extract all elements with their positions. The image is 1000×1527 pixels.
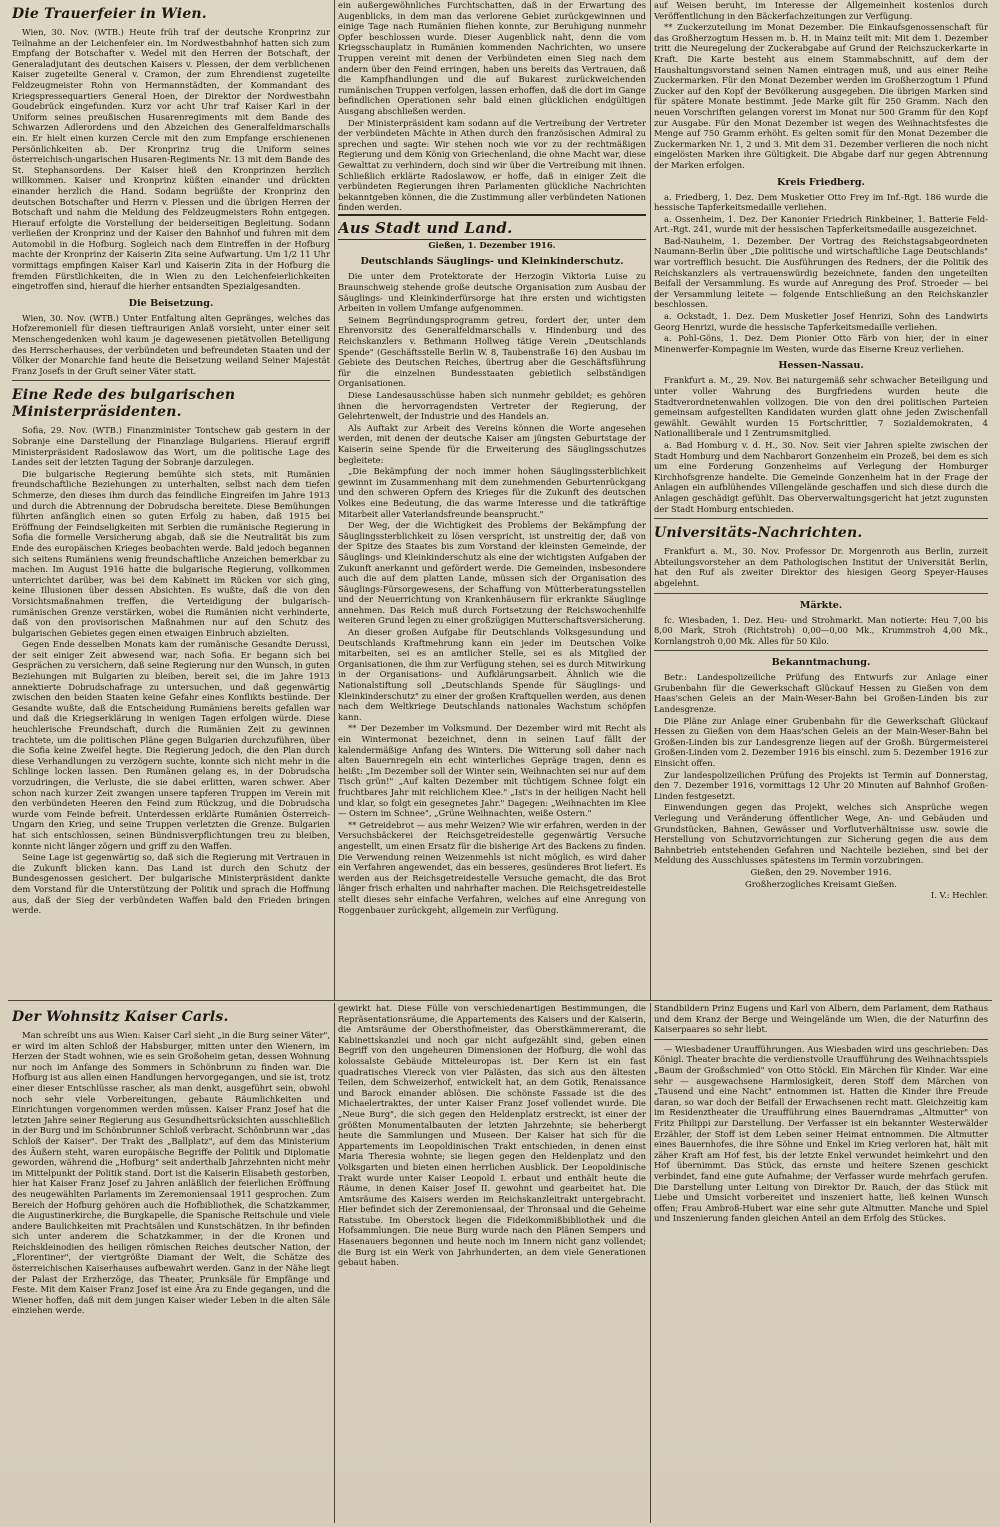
article-paragraph: Einwendungen gegen das Projekt, welches sich Ansprüche wegen Verlegung und Veränderung öffentlicher Wege, An- und Gebäuden und Grundstücken, Bahnen, Gewässer und Vorflutverhältnisse usw. sowie die Herstellung von Schutzvorrichtungen zur Sicherung gegen die aus dem Bahnbetrieb entstehenden Gefahren und Nachteile beziehen, sind bei der Meldung des Ausschlusses spätestens im Termin vorzubringen. bbox=[654, 802, 988, 866]
article-paragraph: An dieser großen Aufgabe für Deutschlands Volksgesundung und Deutschlands Kraftmehrung kann ein jeder im Deutschen Volke mitarbeiten, sei es an amtlicher Stelle, sei es als Mitglied der Organisationen, die ihm zur Verfügung stehen, sei es durch Mitwirkung in der Organisations- und Aufklärungsarbeit. Ähnlich wie die Nationalstiftung soll „Deutschlands Spende für Säuglings- und Kleinkinderschutz" zu einer der großen Kraftquellen werden, aus denen nach dem Weltkriege Deutschlands nationales Wachstum schöpfen kann. bbox=[338, 627, 646, 722]
article-paragraph: gewirkt hat. Diese Fülle von verschiedenartigen Bestimmungen, die Repräsentationsräume, die Appartements des Kaisers und der Kaiserin, die Amtsräume der Obersthofmeister, das Oberstkämmereramt, die Kabinettskanzlei und noch gar nicht aufgezählt sind, geben einen Begriff von den ungeheuren Dimensionen der Hofburg, die wohl das kolossalste Gebäude Mitteleuropas ist. Der Kern ist ein fast quadratisches Viereck von vier Palästen, das sich aus den ältesten Teilen, dem Schweizerhof, entwickelt hat, an dem Gotik, Renaissance und Barock einander ablösen. Die schönste Fassade ist die des Michaelertraktes, der unter Kaiser Franz Josef vollendet wurde. Die „Neue Burg", die sich gegen den Heldenplatz erstreckt, ist einer der größten Monumentalbauten der letzten Jahrzehnte; sie beherbergt heute die Sammlungen und Museen. Der Kaiser hat sich für die Appartements im Leopoldinischen Trakt entschieden, in denen einst Maria Theresia wohnte; sie liegen gegen den Heldenplatz und den Volksgarten und bieten einen herrlichen Ausblick. Der Leopoldinische Trakt wurde unter Kaiser Leopold I. erbaut und enthält heute die Räume, in denen Kaiser Josef II. gewohnt und gearbeitet hat. Die Amtsräume des Kaisers werden im Reichskanzleitrakt untergebracht. Hier befindet sich der Zeremoniensaal, der Thronsaal und die Geheime Ratsstube. Im Oberstock liegen die Fideikommißbibliothek und die Hofsammlungen. Die neue Burg wurde nach den Plänen Sempers und Hasenauers begonnen und heute noch im Innern nicht ganz vollendet; die Burg ist ein Werk von Jahrhunderten, an dem viele Generationen gebaut haben. bbox=[338, 1003, 646, 1268]
subheadline-saeuglingsschutz: Deutschlands Säuglings- und Kleinkinderschutz. bbox=[360, 256, 624, 268]
article-divider bbox=[654, 650, 988, 651]
article-paragraph: Standbildern Prinz Eugens und Karl von Albern, dem Parlament, dem Rathaus und dem Kranz der Berge und Weingelände um Wien, die der Naturfinn des Kaiserpaares so sehr liebt. bbox=[654, 1003, 988, 1035]
article-paragraph: Die Pläne zur Anlage einer Grubenbahn für die Gewerkschaft Glückauf Hessen zu Gießen von dem Haas'schen Geleis an der Main-Weser-Bahn bei Großen-Linden bis zur Landesgrenze liegen auf der Großh. Bürgermeisterei Großen-Linden vom 2. Dezember 1916 bis einschl. zum 5. Dezember 1916 zur Einsicht offen. bbox=[654, 715, 988, 769]
article-paragraph: Gegen Ende desselben Monats kam der rumänische Gesandte Derussi, der seit einiger Zeit abwesend war, nach Sofia. Er begann sich bei Gesprächen zu versichern, daß seine Regierung nur den Wunsch, in guten Beziehungen mit Bulgarien zu bleiben, bereit sei, die im Jahre 1913 annektierte Dobrudschafrage zu untersuchen, und daß gegenwärtig zwischen den beiden Staaten keine Gefahr eines Konflikts bestünde. Der Gesandte wußte, daß die Entscheidung Rumäniens bereits gefallen war und daß die Kriegserklärung in wenigen Tagen erfolgen würde. Diese heuchlerische Freundschaft, durch die Rumänien Zeit zu gewinnen trachtete, um die politischen Pläne gegen Bulgarien durchzuführen, über die Sofia keine Zweifel hegte. Die Regierung jedoch, die den Plan durch diese Verhandlungen zu verzögern suchte, konnte sich nicht mehr in die Schlinge locken lassen. Den Rumänen gelang es, in der Dobrudscha vorzudringen, die Verluste, die sie dabei erlitten, waren schwer. Aber schon nach kurzer Zeit zwangen unsere tapferen Truppen im Verein mit den verbündeten Heeren den Feind zum Rückzug, und die Dobrudscha wurde vom Feinde befreit. Unterdessen erklärte Rumänien Österreich-Ungarn den Krieg, und seine Truppen verletzten die Grenze. Bulgarien hat sich entschlossen, seinen Bündnisverpflichtungen treu zu bleiben, konnte nicht länger zögern und griff zu den Waffen. bbox=[12, 639, 330, 851]
article-paragraph: a. Ossenheim, 1. Dez. Der Kanonier Friedrich Rinkbeiner, 1. Batterie Feld-Art.-Rgt. 241, wurde mit der hessischen Tapferkeitsmedaille ausgezeichnet. bbox=[654, 213, 988, 235]
headline-wohnsitz: Der Wohnsitz Kaiser Carls. bbox=[12, 1009, 229, 1025]
article-paragraph: Sofia, 29. Nov. (WTB.) Finanzminister Tontschew gab gestern in der Sobranje eine Darstellung der Finanzlage Bulgariens. Hierauf ergriff Ministerpräsident Radoslawow das Wort, um die politische Lage des Landes seit der letzten Tagung der Sobranje darzulegen. bbox=[12, 425, 330, 468]
article-paragraph: ** Getreidebrot — aus mehr Weizen? Wie wir erfahren, werden in der Versuchsbäckerei der Reichsgetreidestelle gegenwärtig Versuche angestellt, um einen Ersatz für die bisherige Art des Backens zu finden. Die Verwendung reinen Weizenmehls ist nicht möglich, es wird daher ein Verfahren angewendet, das ein besseres, gesünderes Brot liefert. Es werden aus der Reichsgetreidestelle Versuche gemacht, die das Brot länger frisch erhalten und nahrhafter machen. Die Reichsgetreidestelle stellt dieses sehr einfache Verfahren, welches auf eine Anregung von Roggenbauer zurückgeht, allgemein zur Verfügung. bbox=[338, 819, 646, 915]
article-paragraph: Bad-Nauheim, 1. Dezember. Der Vortrag des Reichstagsabgeordneten Naumann-Berlin über „Die politische und wirtschaftliche Lage Deutschlands" war vortrefflich besucht. Die Ausführungen des Redners, der die Politik des Reichskanzlers als vertrauenswürdig bezeichnete, fanden den ungeteilten Beifall der Versammlung. Es wurde auf Anregung des Prof. Stroeder — bei der Versammlung leitete — folgende Entschließung an den Reichskanzler beschlossen. bbox=[654, 235, 988, 310]
bottom-column-1 bbox=[12, 1003, 330, 1523]
article-paragraph: Frankfurt a. M., 29. Nov. Bei naturgemäß sehr schwacher Beteiligung und unter voller Wahrung des Burgfriedens wurden heute die Stadtverordnetenwahlen vollzogen. Die von den drei politischen Parteien gemeinsam aufgestellten Kandidaten wurden glatt ohne jeden Zwischenfall gewählt. Gewählt wurden 15 Fortschrittler, 7 Sozialdemokraten, 4 Nationalliberale und 1 Zentrumsmitglied. bbox=[654, 375, 988, 439]
article-paragraph: a. Ockstadt, 1. Dez. Dem Musketier Josef Henrizi, Sohn des Landwirts Georg Henrizi, wurde die hessische Tapferkeitsmedaille verliehen. bbox=[654, 311, 988, 332]
section-frame bbox=[338, 214, 646, 240]
subheadline-beisetzung: Die Beisetzung. bbox=[128, 297, 214, 309]
article-paragraph: Wien, 30. Nov. (WTB.) Heute früh traf der deutsche Kronprinz zur Teilnahme an der Leichenfeier ein. Im Nordwestbahnhof hatten sich zum Empfang der Botschafter v. Wedel mit den Herren der Botschaft, der Generaladjutant des deutschen Kaisers v. Plessen, der dem verblichenen Kaiser zugeteilte General v. Cramon, der zum Ehrendienst zugeteilte Feldzeugmeister Rohn von Hermannstädten, der Kommandant des Kriegspressequartiers General Hoen, der Direktor der Nordwestbahn Goudebrück eingefunden. Kurz vor acht Uhr traf Kaiser Karl in der Uniform seines preußischen Husarenregiments mit dem Bande des Schwarzen Adlerordens und den Abzeichen des Generalfeldmarschalls ein. Er hielt einen kurzen Cercle mit den zum Empfange erschienenen Persönlichkeiten ab. Der Kronprinz trug die Uniform seines österreichisch-ungarischen Husaren-Regiments Nr. 13 mit dem Bande des St. Stephansordens. Der Kaiser hieß den Kronprinzen herzlich willkommen. Kaiser und Kronprinz küßten einander und drückten einander herzlich die Hand. Sodann begrüßte der Kronprinz den deutschen Botschafter und Herrn v. Plessen und die übrigen Herren der Botschaft und nahm die Meldung des Feldzeugmeisters Rohn entgegen. Hierauf erfolgte die Vorstellung der beiderseitigen Begleitung. Sodann verließen der Kronprinz und der Kaiser den Bahnhof und fuhren mit dem Automobil in die Hofburg. Sogleich nach dem Eintreffen in der Hofburg machte der Kronprinz der Kaiserin Zita seine Aufwartung. Um 1/2 11 Uhr vormittags empfingen Kaiser Karl und Kaiserin Zita in der Hofburg die fremden Fürstlichkeiten, die in Wien zu den Leichenfeierlichkeiten eingetroffen sind, hierauf die hierher entsandten Spezialgesandten. bbox=[12, 27, 330, 292]
column-2 bbox=[338, 0, 646, 1000]
bottom-column-3 bbox=[654, 1003, 988, 1523]
article-paragraph: Seine Lage ist gegenwärtig so, daß sich die Regierung mit Vertrauen in die Zukunft blicken kann. Das Land ist durch den Schutz der Bundesgenossen gesichert. Der bulgarische Ministerpräsident dankte dem Vorstand für die Unterstützung der Politik und sprach die Hoffnung aus, daß der Sieg der verbündeten Waffen bald den Frieden bringen werde. bbox=[12, 852, 330, 916]
headline-rede: Eine Rede des bulgarischen Ministerpräsidenten. bbox=[12, 387, 236, 421]
bottom-column-2 bbox=[338, 1003, 646, 1523]
signature-date: Gießen, den 29. November 1916. bbox=[750, 866, 892, 877]
column-rule bbox=[650, 1003, 651, 1523]
article-paragraph: a. Bad Homburg v. d. H., 30. Nov. Seit vier Jahren spielte zwischen der Stadt Homburg und dem Nachbarort Gonzenheim ein Prozeß, bei dem es sich um eine Forderung Gonzenheims auf Verlegung der Homburger Kirchhofsgrenze handelte. Die Gemeinde Gonzenheim hat in der Frage der Anlagen ein aufblühendes Villengelände geschaffen und sich diese durch die Anlagen geschädigt gefühlt. Das Oberverwaltungsgericht hat jetzt zugunsten der Stadt Homburg entschieden. bbox=[654, 439, 988, 514]
article-paragraph: a. Pohl-Göns, 1. Dez. Dem Pionier Otto Färb von hier, der in einer Minenwerfer-Kompagnie im Westen, wurde das Eiserne Kreuz verliehen. bbox=[654, 333, 988, 354]
article-paragraph: Man schreibt uns aus Wien: Kaiser Carl sieht „in die Burg seiner Väter", er wird im alten Schloß der Habsburger, mitten unter den Wienern, im Herzen der Stadt wohnen, wie es sein Großoheim getan, dessen Wohnung nur noch im Anfange des Sommers in Schönbrunn zu finden war. Die Hofburg ist aus allen einen Handlungen hervorgegangen, und sie ist, trotz einer dieser Entschlüsse rascher, als man denkt, ausgeführt sein, obwohl noch sehr viele Vorbereitungen, gebaute Räumlichkeiten und Einrichtungen vorgenommen werden müssen. Kaiser Franz Josef hat die letzten Jahre seiner Regierung aus Gesundheitsrücksichten ausschließlich in der Burg und im Schönbrunner Schloß verbracht. Schönbrunn war „das Schloß der Kaiser". Der Trakt des „Ballplatz", auf dem das Ministerium des Äußern steht, waren europäische Begriffe der Politik und Diplomatie geworden, während die „Hofburg" seit anderthalb Jahrzehnten nicht mehr im Mittelpunkt der Politik stand. Dort ist die Kaiserin Elisabeth gestorben, hier hat Kaiser Franz Josef zu Jahren anläßlich der feierlichen Eröffnung des neugewählten Parlaments im Zeremoniensaal 1911 gesprochen. Zum Bereich der Hofburg gehören auch die Hofbibliothek, die Schatzkammer, die Augustinerkirche, die Burgkapelle, die Spanische Reitschule und viele andere Baulichkeiten mit Prachtsälen und Kunstschätzen. In ihr befinden sich unter anderem die Schatzkammer, in der die Kronen und Reichskleinodien des heiligen römischen Reiches deutscher Nation, der „Florentiner", der viertgrößte Diamant der Welt, die Schätze des österreichischen Kaiserhauses aufbewahrt werden. Ganz in der Nähe liegt der Palast der Erzherzöge, das Theater, Prunksäle für Empfänge und Feste. Mit dem Kaiser Franz Josef ist eine Ära zu Ende gegangen, und die Wiener hoffen, daß mit dem jungen Kaiser wieder Leben in die alten Säle einziehen werde. bbox=[12, 1030, 330, 1316]
article-paragraph: fc. Wiesbaden, 1. Dez. Heu- und Strohmarkt. Man notierte: Heu 7,00 bis 8,00 Mark, Stroh (Richtstroh) 0,00—0,00 Mk., Krummstroh 4,00 Mk., Kornlangstroh 0,00 Mk. Alles für 50 Kilo. bbox=[654, 614, 988, 646]
article-paragraph: Seinem Begründungsprogramm getreu, fordert der, unter dem Ehrenvorsitz des Generalfeldmarschalls v. Hindenburg und des Reichskanzlers v. Bethmann Hollweg tätige Verein „Deutschlands Spende" (Geschäftsstelle Berlin W. 8, Taubenstraße 16) den Ausbau im Gebiete des Deutschen Reiches, übertrug aber die Geschäftsführung für die einzelnen Bundesstaaten gebietlich selbständigen Organisationen. bbox=[338, 314, 646, 389]
article-paragraph: Der Weg, der die Wichtigkeit des Problems der Bekämpfung der Säuglingssterblichkeit zu lösen verspricht, ist unstreitig der, daß von der Spitze des Staates bis zum Vorstand der kleinsten Gemeinde, der Säuglings- und Kleinkinderschutz als eine der wichtigsten Aufgaben der Zukunft anerkannt und gefördert werde. Die Gemeinden, insbesondere auch die auf dem platten Lande, müssen sich der Organisation des Säuglings-Fürsorgewesens, der Schaffung von Mütterberatungsstellen und der Neuerrichtung von Krankenhäusern für erkrankte Säuglinge annehmen. Das Reich muß durch Fortsetzung der Reichswochenhilfe weiteren Grund legen zu einer großzügigen Mutterschaftsversicherung. bbox=[338, 520, 646, 626]
subheadline-bekanntmachung: Bekanntmachung. bbox=[771, 657, 871, 669]
headline-trauerfeier: Die Trauerfeier in Wien. bbox=[12, 6, 207, 22]
article-paragraph: Diese Landesausschüsse haben sich nunmehr gebildet; es gehören ihnen die hervorragendsten Vertreter der Regierung, der Gelehrtenwelt, der Industrie und des Handels an. bbox=[338, 390, 646, 422]
column-3 bbox=[654, 0, 988, 1000]
section-title-stadt-und-land: Aus Stadt und Land. bbox=[338, 218, 513, 237]
signature-name: I. V.: Hechler. bbox=[930, 890, 988, 901]
article-paragraph: Zur landespolizeilichen Prüfung des Projekts ist Termin auf Donnerstag, den 7. Dezember 1916, vormittags 12 Uhr 20 Minuten auf Bahnhof Großen-Linden festgesetzt. bbox=[654, 769, 988, 801]
subheadline-hessen-nassau: Hessen-Nassau. bbox=[778, 360, 864, 372]
subheadline-kreis-friedberg: Kreis Friedberg. bbox=[777, 176, 865, 188]
signature-office: Großherzogliches Kreisamt Gießen. bbox=[745, 878, 897, 889]
article-divider bbox=[654, 1039, 988, 1040]
column-rule bbox=[650, 0, 651, 1000]
article-paragraph: Wien, 30. Nov. (WTB.) Unter Entfaltung alten Gepränges, welches das Hofzeremoniell für diesen tieftraurigen Anlaß vorsieht, unter einer seit Menschengedenken wohl kaum je dagewesenen pietätvollen Beteiligung des Herrscherhauses, der verbündeten und befreundeten Staaten und der Völker der Monarchie fand heute die Beisetzung weiland Seiner Majestät Franz Josefs in der Gruft seiner Väter statt. bbox=[12, 312, 330, 376]
column-rule bbox=[334, 0, 335, 1000]
section-rule bbox=[8, 1000, 992, 1001]
article-paragraph: a. Friedberg, 1. Dez. Dem Musketier Otto Frey im Inf.-Rgt. 186 wurde die hessische Tapferkeitsmedaille verliehen. bbox=[654, 191, 988, 213]
article-paragraph: Die unter dem Protektorate der Herzogin Viktoria Luise zu Braunschweig stehende große deutsche Organisation zum Ausbau der Säuglings- und Kleinkinderfürsorge hat ihre ersten und wichtigsten Arbeiten in vollem Umfange aufgenommen. bbox=[338, 271, 646, 314]
article-paragraph: Die bulgarische Regierung bemühte sich stets, mit Rumänien freundschaftliche Beziehungen zu unterhalten, selbst nach dem tiefen Schmerze, den dieses ihm durch das feindliche Eingreifen im Jahre 1913 und durch die Abtrennung der Dobrudscha bereitete. Diese Bemühungen führten anfänglich einen so guten Erfolg zu haben, daß 1915 bei Eröffnung der Feindseligkeiten mit Serbien die rumänische Regierung in Sofia die formelle Versicherung abgab, daß sie die Neutralität bis zum Ende des europäischen Krieges beobachten werde. Bald jedoch begannen sich seitens Rumäniens wenig freundschaftliche Anzeichen bemerkbar zu machen. Im August 1916 hatte die bulgarische Regierung, vollkommen unterrichtet darüber, was bei dem Kabinett im Rücken vor sich ging, keine Illusionen über dessen Absichten. Es wußte, daß die von den Vorsichtsmaßnahmen treffen, die Verteidigung der bulgarisch-rumänischen Grenze verstärken, wobei die Rumänien nicht verhinderte, daß von den provisorischen Maßnahmen nur auf den Schutz des bulgarischen Gebietes gegen einen etwaigen Einbruch abzielten. bbox=[12, 468, 330, 638]
article-paragraph: Als Auftakt zur Arbeit des Vereins können die Worte angesehen werden, mit denen der deutsche Kaiser am jüngsten Geburtstage der Kaiserin seine Spende für die Erweiterung des Säuglingsschutzes begleitete: bbox=[338, 422, 646, 465]
article-paragraph: Der Ministerpräsident kam sodann auf die Vertreibung der Vertreter der verbündeten Mächte in Athen durch den französischen Admiral zu sprechen und sagte: Wir stehen noch wie vor zu der rechtmäßigen Regierung und dem König von Griechenland, die ohne Macht war, diese Gewalttat zu verhindern, doch sind wir über die Vertreibung mit ihnen. Schließlich erklärte Radoslawow, er hoffe, daß in einiger Zeit die verbündeten Regierungen ihren Parlamenten glückliche Nachrichten bekanntgeben können, die die Zustimmung aller verbündeten Nationen finden werden. bbox=[338, 117, 646, 213]
article-divider bbox=[654, 518, 988, 519]
article-paragraph: ** Zuckerzuteilung im Monat Dezember. Die Einkaufsgenossenschaft für das Großherzogtum Hessen m. b. H. in Mainz teilt mit: Mit dem 1. Dezember tritt die Neuregelung der Zuckerabgabe auf Grund der Reichszuckerkarte in Kraft. Die Karte besteht aus einem Stammabschnitt, auf dem der Haushaltungsvorstand seinen Namen eintragen muß, und aus einer Reihe Zuckermarken. Für den Monat Dezember werden im Großherzogtum 1 Pfund Zucker auf den Kopf der Bevölkerung ausgegeben. Die übrigen Marken sind für spätere Monate bestimmt. Jede Marke gilt für 250 Gramm. Nach den neuen Vorschriften gelangen vorerst im Monat nur 500 Gramm für den Kopf zur Ausgabe. Für den Monat Dezember ist wegen des Weihnachtsfestes die Menge auf 750 Gramm erhöht. Es gelten somit für den Monat Dezember die Zuckermarken Nr. 1, 2 und 3. Mit dem 31. Dezember verlieren die noch nicht eingelösten Marken ihre Gültigkeit. Die Abgabe darf nur gegen Abtrennung der Marken erfolgen. bbox=[654, 22, 988, 170]
article-paragraph: Betr.: Landespolizeiliche Prüfung des Entwurfs zur Anlage einer Grubenbahn für die Gewerkschaft Glückauf Hessen zu Gießen von dem Haas'schen Geleis an der Main-Weser-Bahn bei Großen-Linden bis zur Landesgrenze. bbox=[654, 672, 988, 715]
headline-universitaet: Universitäts-Nachrichten. bbox=[654, 525, 863, 542]
article-paragraph: auf Weisen beruht, im Interesse der Allgemeinheit kostenlos durch Veröffentlichung in den Bäckerfachzeitungen zur Verfügung. bbox=[654, 0, 988, 21]
column-rule bbox=[334, 1003, 335, 1523]
article-paragraph: ein außergewöhnliches Furchtschatten, daß in der Erwartung des Augenblicks, in dem man das verlorene Gebiet zurückgewinnen und einige Tage nach Rumänien fliehen konnte, zur Beruhigung nunmehr Opfer beschlossen wurde. Dieser Augenblick naht, denn die vom Kriegsschauplatz in Rumänien kommenden Nachrichten, wo unsere Truppen vereint mit denen der Verbündeten einen Sieg nach dem andern über den Feind erringen, haben uns bereits das Vertrauen, daß die Kampfhandlungen und die auf Bukarest zurückweichenden rumänischen Truppen verfolgen, lassen erhoffen, daß die dort im Gange befindlichen Operationen sehr bald einen glücklichen endgültigen Ausgang abschließen werden. bbox=[338, 0, 646, 116]
column-1 bbox=[12, 0, 330, 1000]
article-divider bbox=[12, 380, 330, 381]
article-divider bbox=[654, 593, 988, 594]
article-paragraph: — Wiesbadener Uraufführungen. Aus Wiesbaden wird uns geschrieben: Das Königl. Theater brachte die verdienstvolle Uraufführung des Weihnachtsspiels „Baum der Großschmied" von Otto Stöckl. Ein Märchen für Kinder. War eine sehr — ausgewachsene Harmlosigkeit, deren Stoff dem Märchen von „Tausend und eine Nacht" entnommen ist. Hatten die Kinder ihre Freude daran, so war doch der Beifall der Erwachsenen recht matt. Gleichzeitig kam im Residenztheater die Uraufführung eines Bauerndramas „Altmutter" von Fritz Philippi zur Darstellung. Der Verfasser ist ein bekannter Westerwälder Erzähler, der Stoff ist dem Leben seiner Heimat entnommen. Die Altmutter eines Bauernhofes, die ihre Söhne und Enkel im Krieg verloren hat, hält mit zäher Kraft am Hof fest, bis der letzte Enkel verwundet heimkehrt und den Hof übernimmt. Das Stück, das ernste und heitere Szenen geschickt verbindet, fand eine gute Aufnahme; der Verfasser wurde mehrfach gerufen. Die Darstellung unter Leitung von Direktor Dr. Rauch, der das Stück mit Liebe und Umsicht vorbereitet und inszeniert hatte, ließ keinen Wunsch offen; Frau Ambroß-Hubert war eine sehr gute Altmutter. Manche und Spiel und Inszenierung fanden gleichen Anteil an dem Erfolg des Stückes. bbox=[654, 1043, 988, 1224]
article-paragraph: Frankfurt a. M., 30. Nov. Professor Dr. Morgenroth aus Berlin, zurzeit Abteilungsvorsteher an dem Pathologischen Institut der Universität Berlin, hat den Ruf als zweiter Direktor des hiesigen Georg Speyer-Hauses abgelehnt. bbox=[654, 546, 988, 588]
article-paragraph: ** Der Dezember im Volksmund. Der Dezember wird mit Recht als ein Wintermonat bezeichnet, denn in seinen Lauf fällt der kalendermäßige Anfang des Winters. Die Witterung soll daher nach alten Bauernregeln ein echt winterliches Gepräge tragen, denn es heißt: „Im Dezember soll der Winter sein, Weihnachten sei nur auf dem Tisch grün!" „Auf kalten Dezember mit tüchtigem Schnee folgt ein fruchtbares Jahr mit reichlichem Klee." „Ist's in der heiligen Nacht hell und klar, so folgt ein gesegnetes Jahr." Dagegen: „Weihnachten im Klee — Ostern im Schnee", „Grüne Weihnachten, weiße Ostern." bbox=[338, 723, 646, 819]
article-paragraph: „Die Bekämpfung der noch immer hohen Säuglingssterblichkeit gewinnt im Zusammenhang mit dem zunehmenden Geburtenrückgang und den schweren Opfern des Krieges für die Zukunft des deutschen Volkes eine Bedeutung, die das warme Interesse und die tatkräftige Mitarbeit aller Vaterlandsfreunde beansprucht." bbox=[338, 466, 646, 519]
dateline: Gießen, 1. Dezember 1916. bbox=[428, 239, 556, 250]
subheadline-maerkte: Märkte. bbox=[799, 599, 843, 611]
